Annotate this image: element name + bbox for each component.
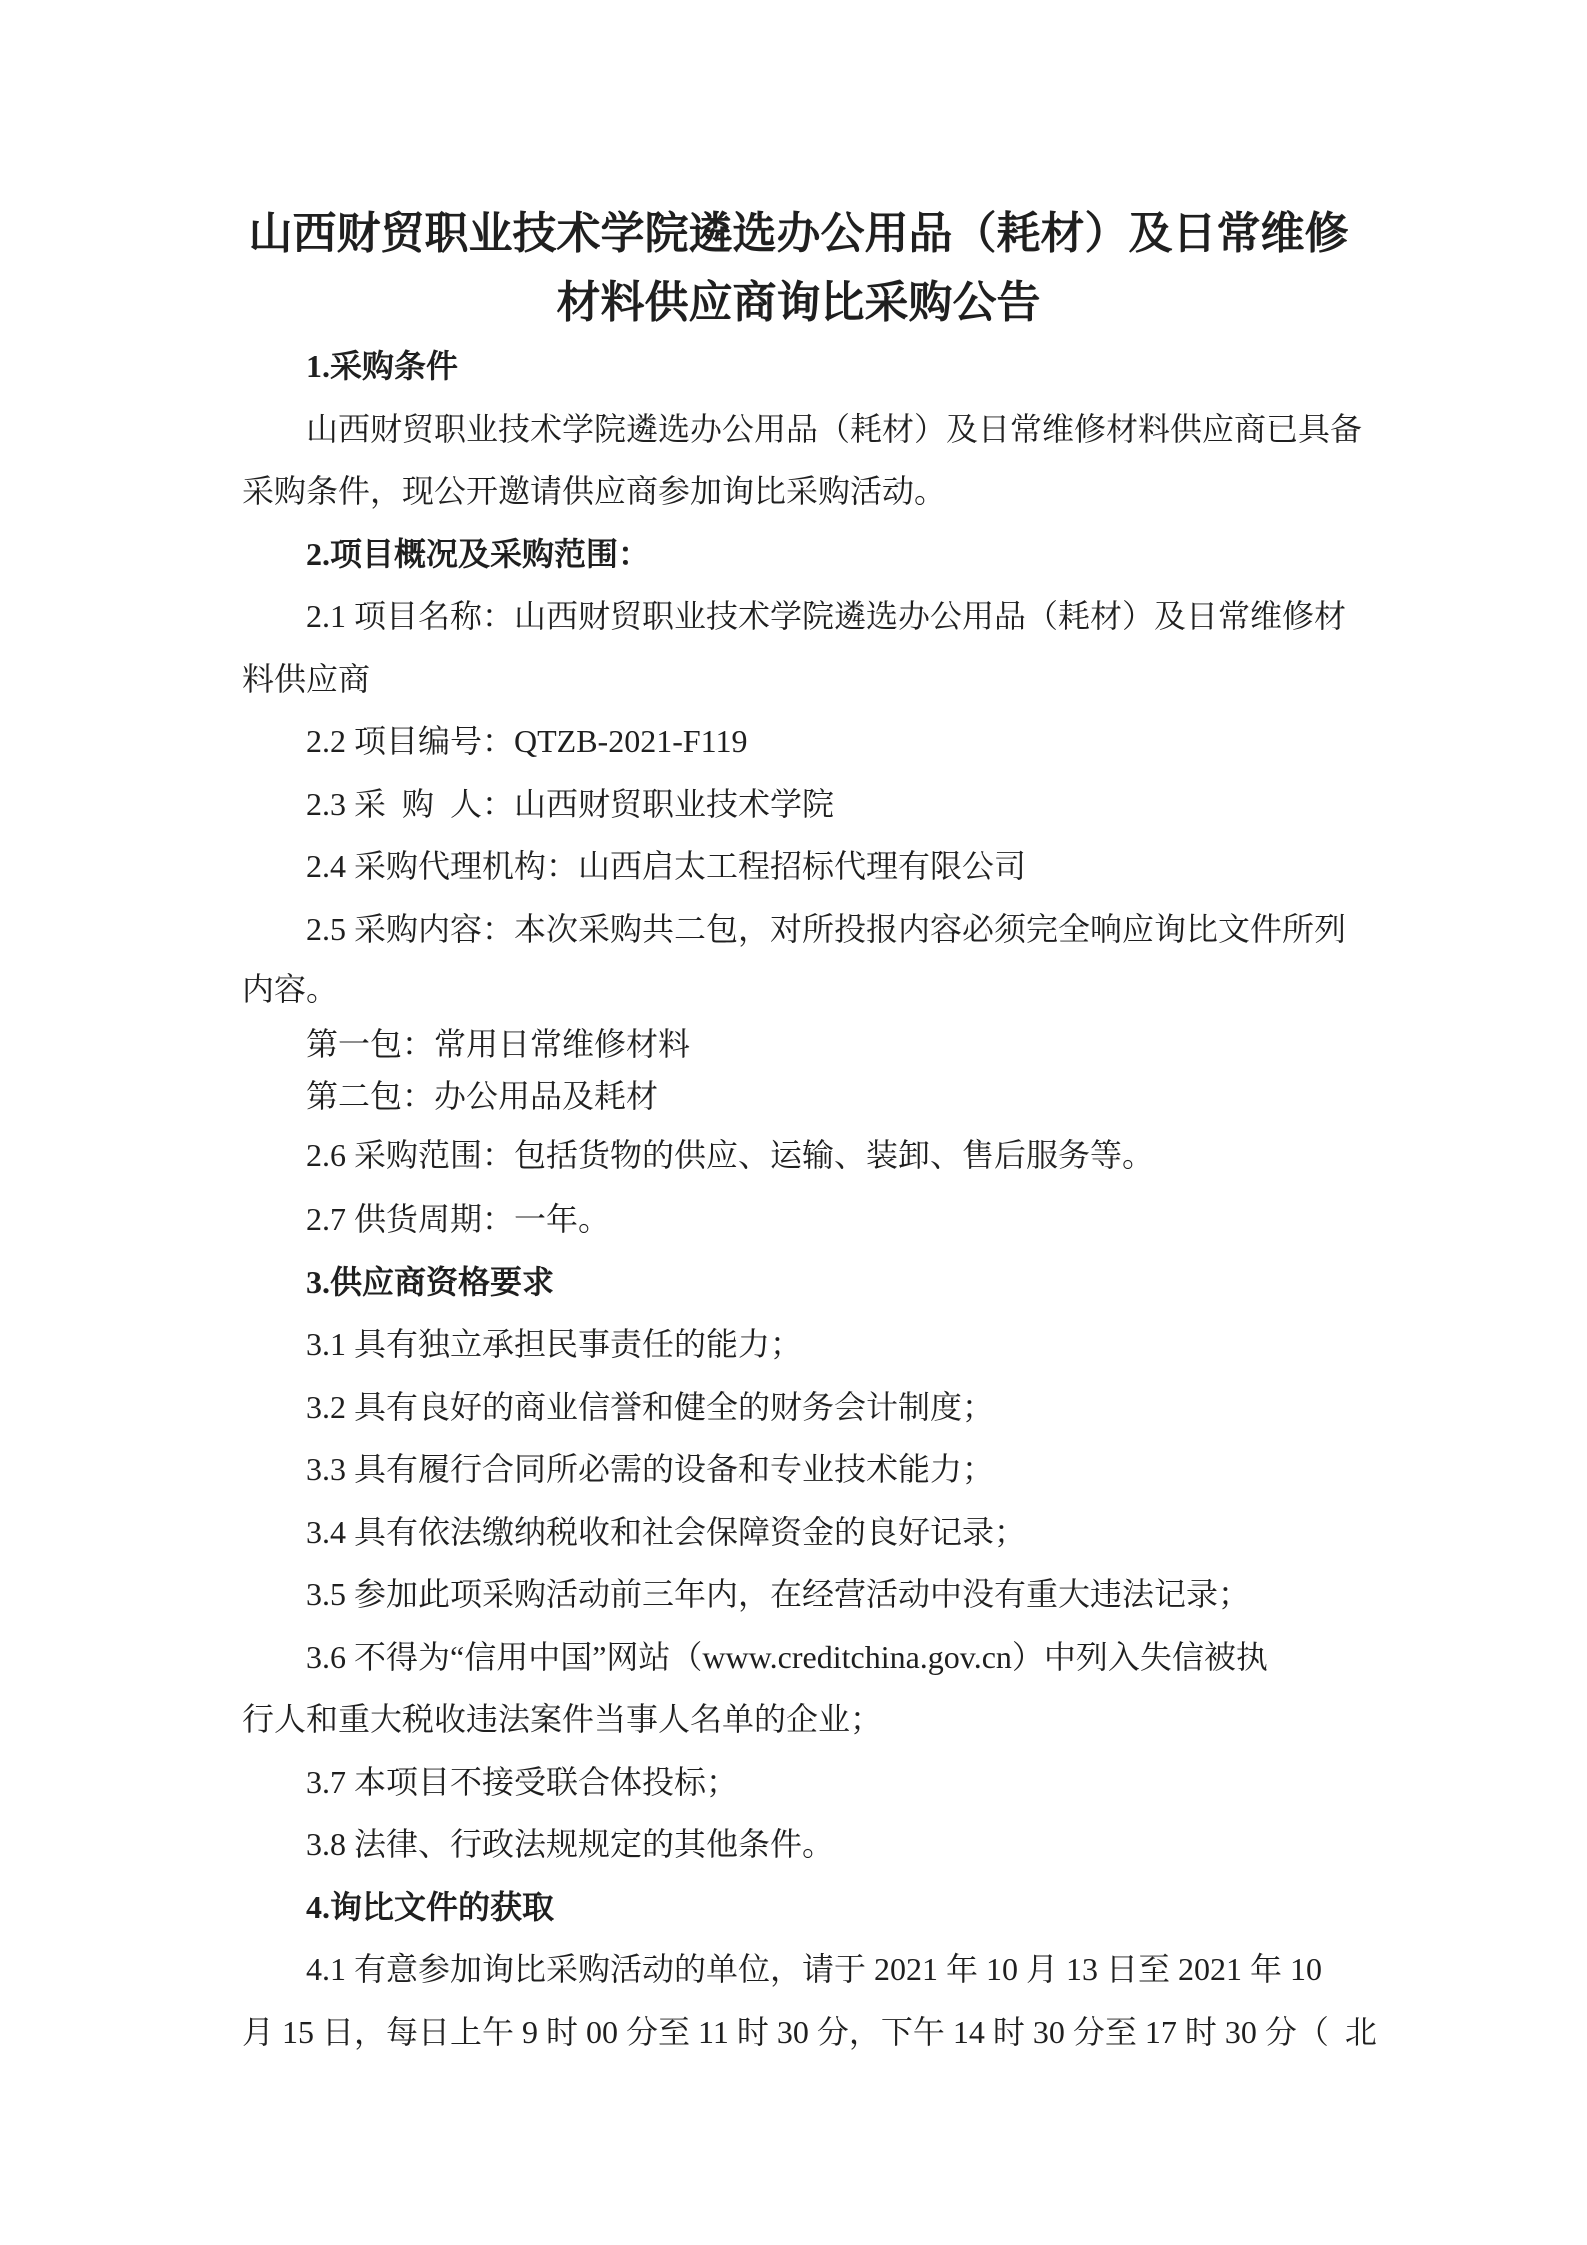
item-2-1-line-2: 料供应商 <box>242 660 371 697</box>
document-title-line-2: 材料供应商询比采购公告 <box>556 278 1041 327</box>
item-3-3: 3.3 具有履行合同所必需的设备和专业技术能力； <box>306 1451 995 1487</box>
item-4-1-line-1: 4.1 有意参加询比采购活动的单位，请于 2021 年 10 月 13 日至 2021 年 10 <box>306 1951 1323 1987</box>
section-1-paragraph-line-1: 山西财贸职业技术学院遴选办公用品（耗材）及日常维修材料供应商已具备 <box>306 410 1363 447</box>
item-4-1-line-2: 月 15 日，每日上午 9 时 00 分至 11 时 30 分，下午 14 时 30 分至 17 时 30 分（ 北 <box>242 2013 1377 2050</box>
item-3-4: 3.4 具有依法缴纳税收和社会保障资金的良好记录； <box>306 1513 1027 1550</box>
item-3-7: 3.7 本项目不接受联合体投标； <box>306 1763 739 1800</box>
section-1-heading: 1.采购条件 <box>306 348 459 384</box>
item-3-6-line-2: 行人和重大税收违法案件当事人名单的企业； <box>242 1701 883 1737</box>
item-2-5-line-2: 内容。 <box>242 971 339 1007</box>
item-2-4: 2.4 采购代理机构：山西启太工程招标代理有限公司 <box>306 848 1027 884</box>
package-1-line: 第一包：常用日常维修材料 <box>306 1026 691 1062</box>
item-2-1-line-1: 2.1 项目名称：山西财贸职业技术学院遴选办公用品（耗材）及日常维修材 <box>306 598 1347 634</box>
section-3-heading: 3.供应商资格要求 <box>306 1263 555 1300</box>
item-3-1: 3.1 具有独立承担民事责任的能力； <box>306 1326 803 1362</box>
document-title-line-1: 山西财贸职业技术学院遴选办公用品（耗材）及日常维修 <box>248 209 1349 258</box>
item-3-2: 3.2 具有良好的商业信誉和健全的财务会计制度； <box>306 1388 995 1425</box>
item-2-7: 2.7 供货周期：一年。 <box>306 1201 611 1237</box>
item-2-3: 2.3 采 购 人：山西财贸职业技术学院 <box>306 785 835 822</box>
item-3-8: 3.8 法律、行政法规规定的其他条件。 <box>306 1826 835 1862</box>
item-2-2: 2.2 项目编号：QTZB-2021-F119 <box>306 723 748 759</box>
item-2-6: 2.6 采购范围：包括货物的供应、运输、装卸、售后服务等。 <box>306 1137 1155 1173</box>
section-4-heading: 4.询比文件的获取 <box>306 1888 555 1925</box>
item-2-5-line-1: 2.5 采购内容：本次采购共二包，对所投报内容必须完全响应询比文件所列 <box>306 910 1347 947</box>
document-content <box>242 198 1377 2063</box>
section-1-paragraph-line-2: 采购条件，现公开邀请供应商参加询比采购活动。 <box>242 473 947 509</box>
section-2-heading: 2.项目概况及采购范围： <box>306 535 651 572</box>
item-3-5: 3.5 参加此项采购活动前三年内，在经营活动中没有重大违法记录； <box>306 1576 1251 1612</box>
item-3-6-line-1: 3.6 不得为“信用中国”网站（www.creditchina.gov.cn）中列入失信被执 <box>306 1638 1268 1675</box>
package-2-line: 第二包：办公用品及耗材 <box>306 1078 659 1114</box>
